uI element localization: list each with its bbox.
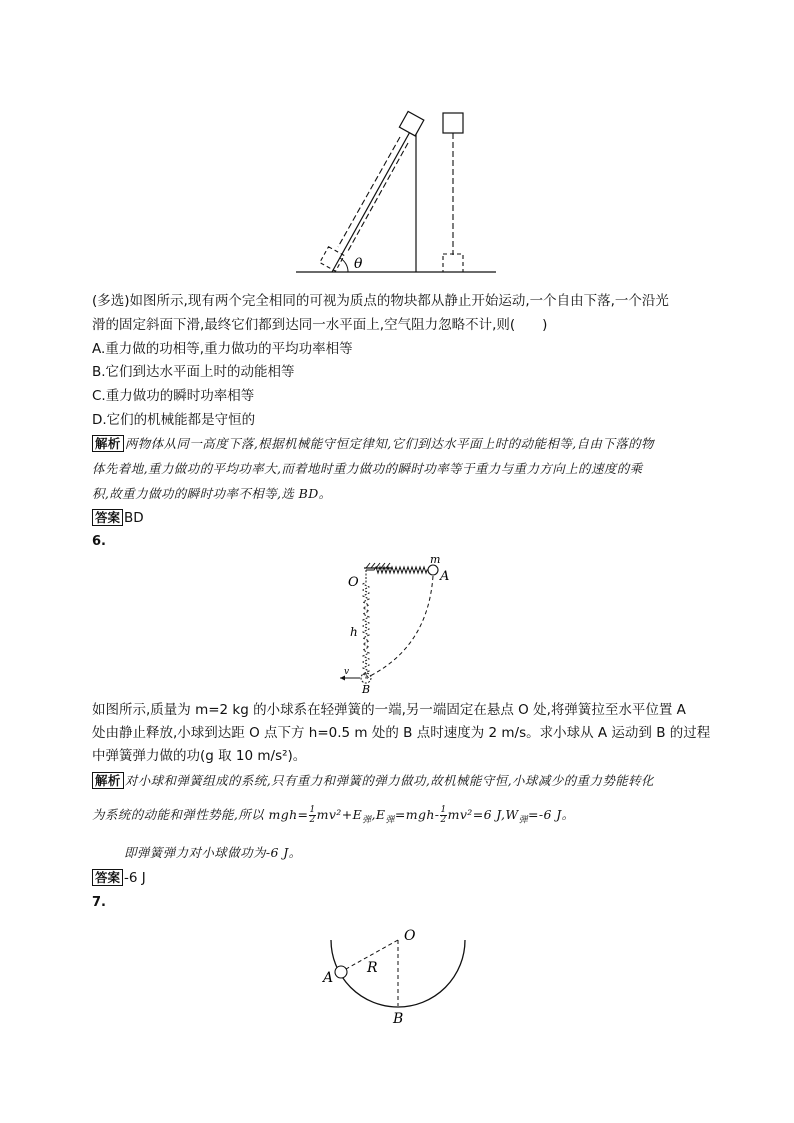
block-final-incline [320, 247, 344, 271]
ball-at-A [428, 565, 438, 575]
q6-analysis-line1 [92, 771, 654, 791]
angle-label: θ [354, 256, 363, 272]
incline-path-dashed-2 [348, 143, 408, 251]
q6-answer: -6 J [124, 870, 146, 886]
q5-option-b: B.它们到达水平面上时的动能相等 [92, 364, 295, 380]
q5-analysis-text1: 两物体从同一高度下落,根据机械能守恒定律知,它们到达水平面上时的动能相等,自由下落的物 [124, 436, 654, 451]
label-v: v [344, 667, 350, 677]
ball-at-A [335, 966, 347, 978]
vertical-spring-dashed [363, 570, 369, 679]
q5-stem-line1: (多选)如图所示,现有两个完全相同的可视为质点的物块都从静止开始运动,一个自由下落,一个沿光 [92, 293, 669, 309]
q6-number: 6. [92, 534, 106, 549]
label-m: m [430, 556, 441, 566]
q6-analysis-line2 [92, 804, 575, 832]
q6-analysis-text2a: 为系统的动能和弹性势能,所以 mgh= [92, 807, 309, 822]
q5-option-c: C.重力做功的瞬时功率相等 [92, 388, 255, 404]
incline-surface [332, 121, 416, 272]
incline-path-dashed [338, 137, 400, 247]
answer-tag: 答案 [92, 869, 123, 886]
label-O: O [404, 928, 416, 944]
block-free-fall [443, 113, 463, 133]
q6-analysis-text2d: =mgh- [394, 807, 440, 822]
answer-tag: 答案 [92, 509, 123, 526]
q5-option-d: D.它们的机械能都是守恒的 [92, 412, 256, 428]
q6-answer-line [92, 868, 146, 888]
q6-stem-line1: 如图所示,质量为 m=2 kg 的小球系在轻弹簧的一端,另一端固定在悬点 O 处,将弹簧拉至水平位置 A [92, 702, 686, 718]
label-h: h [350, 625, 358, 639]
q7-number: 7. [92, 895, 106, 910]
fraction-half [309, 806, 315, 825]
q5-stem-line2: 滑的固定斜面下滑,最终它们都到达同一水平面上,空气阻力忽略不计,则( ) [92, 317, 548, 333]
fraction-denominator: 2 [309, 815, 316, 825]
horizontal-spring [366, 567, 428, 573]
label-A: A [323, 970, 334, 986]
q6-stem-line2: 处由静止释放,小球到达距 O 点下方 h=0.5 m 处的 B 点时速度为 2 m/s。求小球从 A 运动到 B 的过程 [92, 725, 711, 741]
block-on-incline [399, 111, 423, 135]
label-R: R [367, 960, 378, 976]
q6-analysis-text2f: =-6 J。 [528, 807, 575, 822]
q6-analysis-line3: 即弹簧弹力对小球做功为-6 J。 [124, 845, 302, 860]
analysis-tag: 解析 [92, 435, 124, 452]
fraction-numerator: 1 [309, 805, 316, 815]
q5-answer: BD [124, 510, 144, 526]
subscript-spring: 弹 [385, 815, 395, 826]
q6-analysis-text1: 对小球和弹簧组成的系统,只有重力和弹簧的弹力做功,故机械能守恒,小球减少的重力势能转化 [124, 773, 654, 788]
q6-analysis-text2e: mv²=6 J,W [447, 807, 519, 822]
q6-analysis-text2b: mv²+E [316, 807, 363, 822]
incline-figure [290, 105, 500, 280]
q5-answer-line [92, 508, 144, 528]
label-B: B [393, 1011, 404, 1027]
q5-analysis-line2: 体先着地,重力做功的平均功率大,而着地时重力做功的瞬时功率等于重力与重力方向上的速度的乘 [92, 461, 643, 476]
fraction-denominator: 2 [440, 815, 447, 825]
subscript-spring: 弹 [518, 815, 529, 826]
label-O: O [348, 575, 359, 590]
analysis-tag: 解析 [92, 772, 124, 789]
label-B: B [362, 683, 371, 696]
spring-figure [330, 556, 460, 696]
block-final-free-fall [443, 254, 463, 272]
q6-analysis-text2c: ,E [371, 807, 386, 822]
label-A: A [440, 569, 450, 584]
q6-stem-line3: 中弹簧弹力做的功(g 取 10 m/s²)。 [92, 748, 307, 764]
subscript-spring: 弹 [362, 815, 372, 826]
fraction-half [440, 806, 446, 825]
ceiling-hatch [366, 563, 390, 568]
q5-option-a: A.重力做的功相等,重力做功的平均功率相等 [92, 341, 353, 357]
q5-analysis-line1 [92, 434, 654, 454]
semicircle-figure [315, 920, 475, 1030]
fraction-numerator: 1 [440, 805, 447, 815]
trajectory-dashed [370, 576, 433, 676]
q5-analysis-line3: 积,故重力做功的瞬时功率不相等,选 BD。 [92, 486, 332, 501]
